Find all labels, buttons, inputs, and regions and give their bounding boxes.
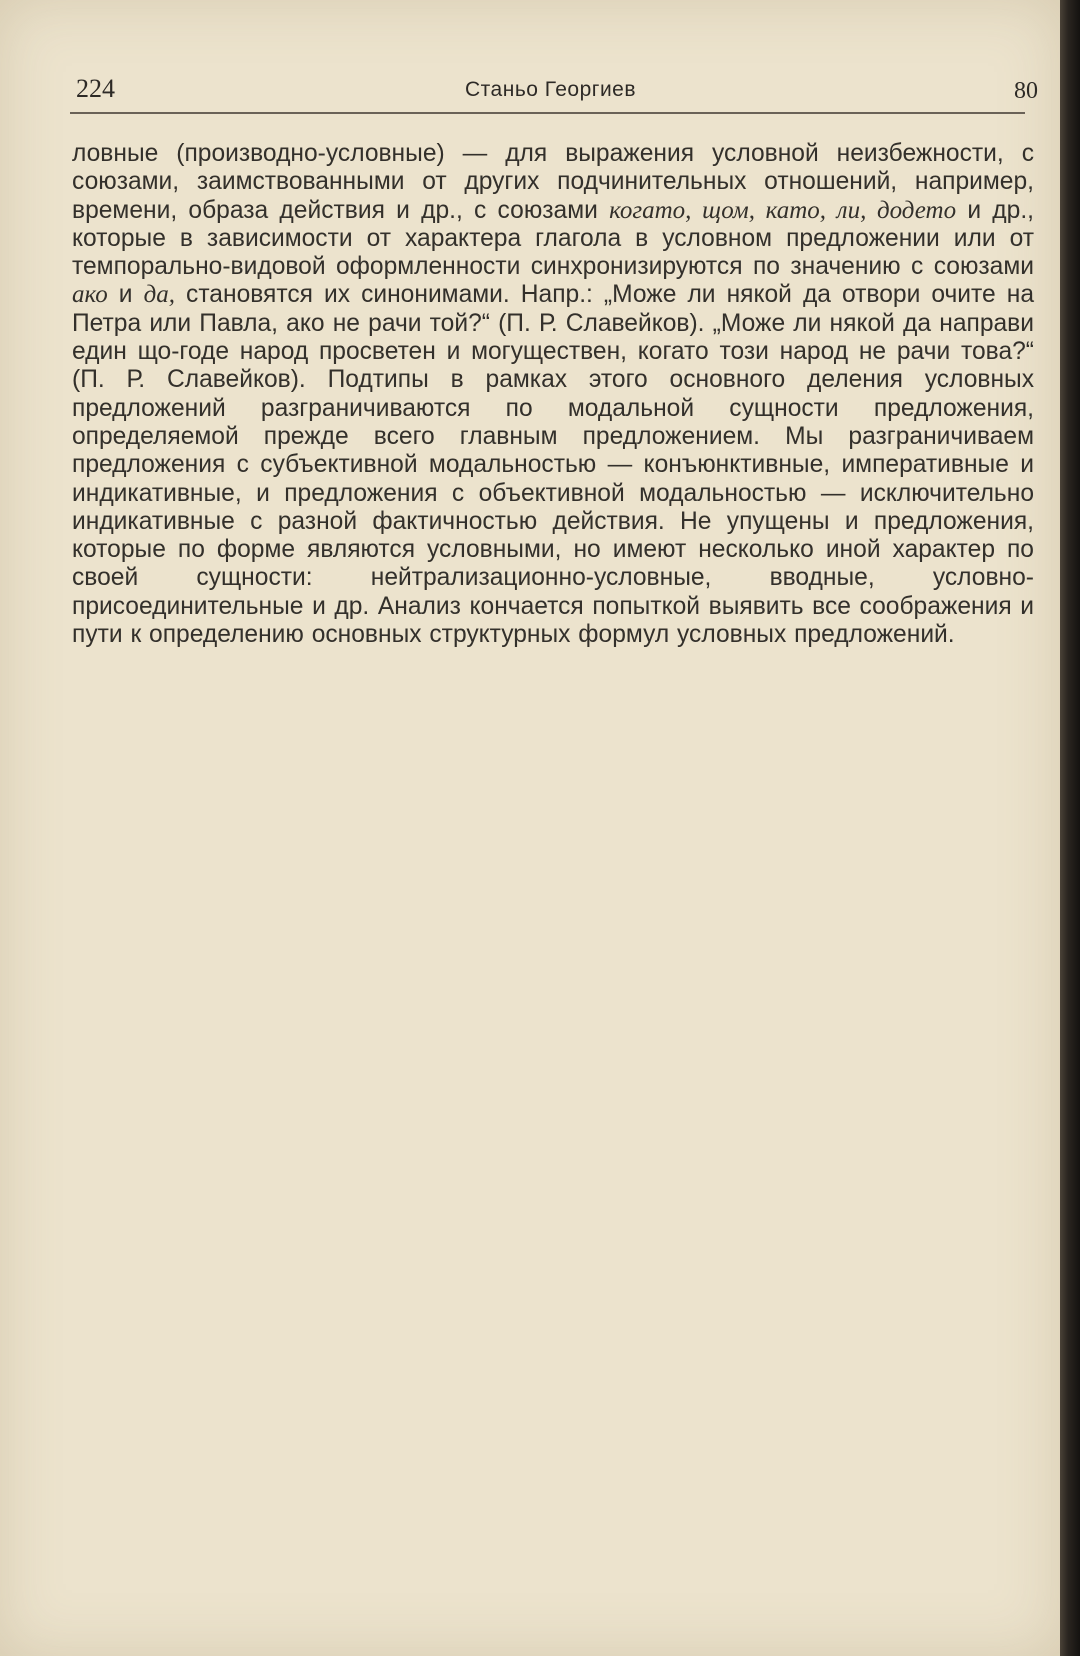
italic-conjunctions: когато, щом, като, ли, додето [609, 196, 957, 224]
text-segment: и [107, 281, 144, 309]
text-segment: и др., которые в зависимости от характера глагола в условном предложении или от темпорально-видовой оформленности синхронизируются по значению с союзами [72, 196, 1034, 281]
running-head: Станьо Георгиев [465, 78, 637, 101]
body-paragraph [72, 140, 1034, 649]
book-edge [1060, 0, 1080, 1656]
header-rule [70, 112, 1025, 114]
text-segment: становятся их синонимами. Напр.: „Може ли някой да отвори очите на Петра или Павла, ако не рачи той?“ (П. Р. Славейков). „Може ли някой да направи един що-годе народ просветен и могуществен, когато този народ не рачи това?“ (П. Р. Славейков). Подтипы в рамках этого основного деления условных предложений разграничиваются по модальной сущности предложения, определяемой прежде всего главным предложением. Мы разграничиваем предложения с субъективной модальностью — конъюнктивные, императивные и индикативные, и предложения с объективной модальностью — исключительно индикативные с разной фактичностью действия. Не упущены и предложения, которые по форме являются условными, но имеют несколько иной характер по своей сущности: нейтрализационно-условные, вводные, условно-присоединительные и др. Анализ кончается попыткой выявить все соображения и пути к определению основных структурных формул условных предложений. [72, 281, 1035, 649]
page-header [70, 74, 1040, 114]
italic-conjunction-ako: ако [72, 281, 108, 309]
text-segment: ловные (производно-условные) — для выражения условной неизбежности, с союзами, заимствованными от других подчинительных отношений, например, времени, образа действия и др., с союзами [72, 140, 1034, 224]
page-number: 224 [76, 74, 115, 103]
italic-conjunction-da: да, [143, 281, 175, 309]
section-number: 80 [1014, 78, 1038, 104]
